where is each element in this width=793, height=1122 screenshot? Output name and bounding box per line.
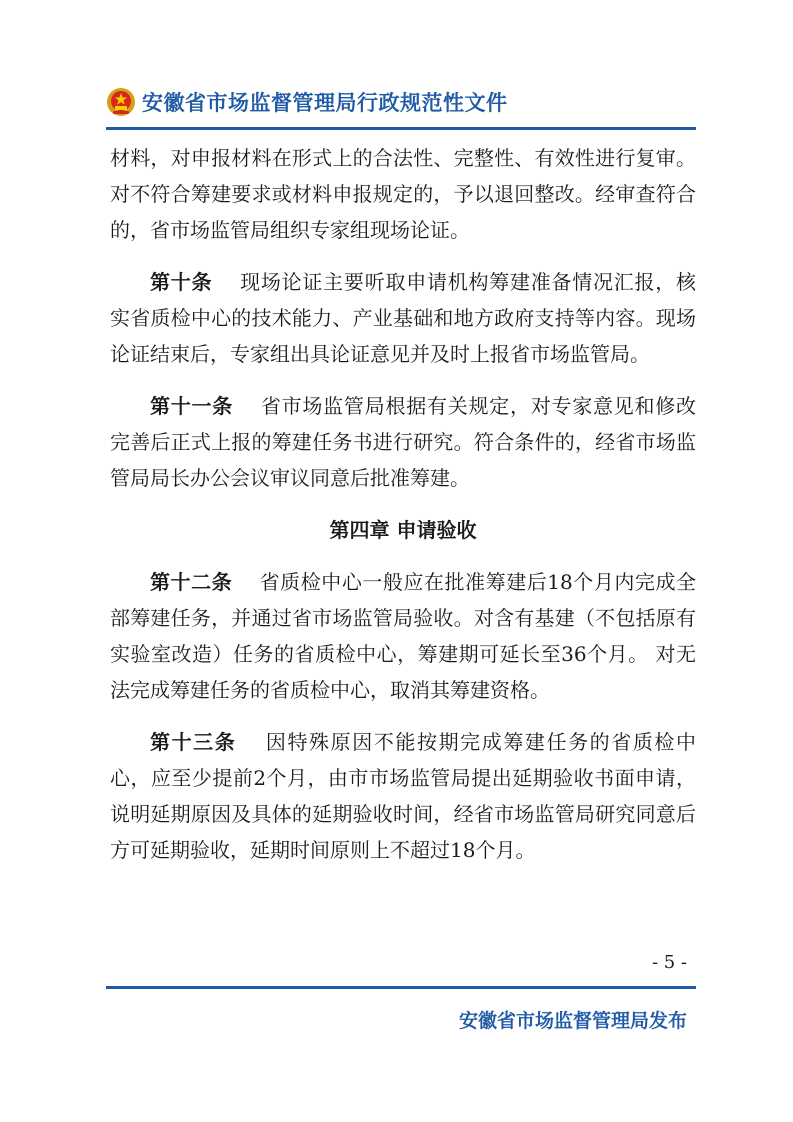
document-body	[110, 140, 696, 884]
article-lead: 第十二条	[150, 570, 253, 594]
national-emblem-icon	[106, 87, 136, 117]
chapter-heading: 第四章 申请验收	[329, 518, 477, 542]
article-lead: 第十条	[150, 270, 234, 294]
article-12: 第十二条 省质检中心一般应在批准筹建后18个月内完成全部筹建任务，并通过省市场监管局验收。对含有基建（不包括原有实验室改造）任务的省质检中心，筹建期可延长至36个月。 对无法完成筹建任务的省质检中心，取消其筹建资格。	[110, 570, 697, 702]
article-lead: 第十三条	[150, 730, 258, 754]
header-title: 安徽省市场监督管理局行政规范性文件	[142, 91, 508, 115]
article-lead: 第十一条	[150, 394, 254, 418]
header-divider	[106, 127, 696, 130]
page-number: - 5 -	[651, 952, 687, 973]
article-11: 第十一条 省市场监管局根据有关规定，对专家意见和修改完善后正式上报的筹建任务书进行研究。符合条件的，经省市场监管局局长办公会议审议同意后批准筹建。	[110, 394, 697, 490]
paragraph-continuation: 材料，对申报材料在形式上的合法性、完整性、有效性进行复审。对不符合筹建要求或材料申报规定的，予以退回整改。经审查符合的，省市场监管局组织专家组现场论证。	[110, 146, 696, 242]
article-13: 第十三条 因特殊原因不能按期完成筹建任务的省质检中心，应至少提前2个月，由市市场监管局提出延期验收书面申请，说明延期原因及具体的延期验收时间，经省市场监管局研究同意后方可延期验收，延期时间原则上不超过18个月。	[110, 730, 697, 862]
document-header	[106, 84, 508, 120]
footer-publisher: 安徽省市场监督管理局发布	[458, 1010, 687, 1032]
footer-divider	[106, 986, 696, 989]
article-10: 第十条 现场论证主要听取申请机构筹建准备情况汇报，核实省质检中心的技术能力、产业基础和地方政府支持等内容。现场论证结束后，专家组出具论证意见并及时上报省市场监管局。	[110, 270, 697, 366]
